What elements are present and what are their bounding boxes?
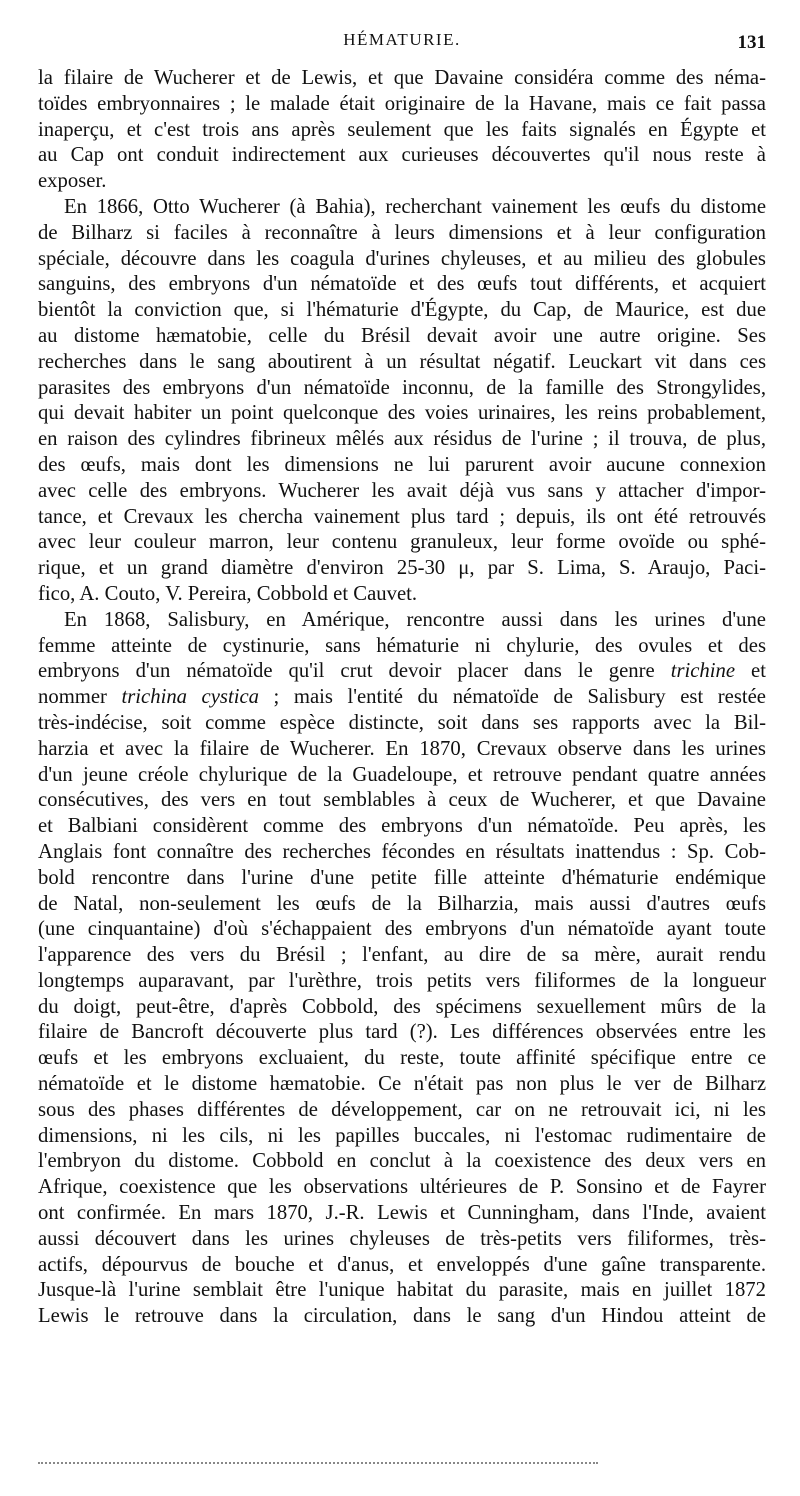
text-line: embryons d'un nématoïde qu'il crut devoir placer dans le genre trichine et <box>38 660 766 683</box>
text-line: aussi découvert dans les urines chyleuses de très-petits vers filiformes, très- <box>38 1227 766 1250</box>
text-line: au distome hæmatobie, celle du Brésil devait avoir une autre origine. Ses <box>38 324 766 347</box>
paragraph <box>38 195 766 608</box>
text-line: œufs et les embryons excluaient, du reste, toute affinité spécifique entre ce <box>38 1047 766 1070</box>
text-line: sous des phases différentes de développement, car on ne retrouvait ici, ni les <box>38 1098 766 1121</box>
text-line: du doigt, peut-être, d'après Cobbold, des spécimens sexuellement mûrs de la <box>38 995 766 1018</box>
text-line: et Balbiani considèrent comme des embryons d'un nématoïde. Peu après, les <box>38 815 766 838</box>
text-line: Afrique, coexistence que les observations ultérieures de P. Sonsino et de Fayrer <box>38 1176 766 1199</box>
body-text <box>38 66 766 1330</box>
text-line: inaperçu, et c'est trois ans après seulement que les faits signalés en Égypte et <box>38 118 766 141</box>
text-line: d'un jeune créole chylurique de la Guadeloupe, et retrouve pendant quatre années <box>38 763 766 786</box>
text-line: bold rencontre dans l'urine d'une petite fille atteinte d'hématurie endémique <box>38 866 766 889</box>
paragraph <box>38 66 766 195</box>
running-head <box>38 30 766 66</box>
text-line: femme atteinte de cystinurie, sans hématurie ni chylurie, des ovules et des <box>38 634 766 657</box>
text-line: En 1866, Otto Wucherer (à Bahia), recherchant vainement les œufs du distome <box>64 195 766 218</box>
book-page <box>38 30 766 1330</box>
paragraph <box>38 608 766 1330</box>
text-line: nommer trichina cystica ; mais l'entité du nématoïde de Salisbury est restée <box>38 686 766 709</box>
text-line: au Cap ont conduit indirectement aux curieuses découvertes qu'il nous reste à <box>38 144 766 167</box>
italic-term: trichina cystica <box>121 686 259 709</box>
text-line: Lewis le retrouve dans la circulation, dans le sang d'un Hindou atteint de <box>38 1305 766 1328</box>
text-line: tance, et Crevaux les chercha vainement plus tard ; depuis, ils ont été retrouvés <box>38 505 766 528</box>
text-line: la filaire de Wucherer et de Lewis, et que Davaine considéra comme des néma- <box>38 67 766 89</box>
text-line: ont confirmée. En mars 1870, J.-R. Lewis et Cunningham, dans l'Inde, avaient <box>38 1202 766 1225</box>
text-line: actifs, dépourvus de bouche et d'anus, et enveloppés d'une gaîne transparente. <box>38 1253 766 1276</box>
italic-term: trichine <box>670 660 736 683</box>
text-line: filaire de Bancroft découverte plus tard (?). Les différences observées entre les <box>38 1021 766 1044</box>
text-line: des œufs, mais dont les dimensions ne lui parurent avoir aucune connexion <box>38 453 766 476</box>
text-line: En 1868, Salisbury, en Amérique, rencontre aussi dans les urines d'une <box>64 608 766 631</box>
text-line: recherches dans le sang aboutirent à un résultat négatif. Leuckart vit dans ces <box>38 350 766 373</box>
text-line: nématoïde et le distome hæmatobie. Ce n'était pas non plus le ver de Bilharz <box>38 1073 766 1096</box>
text-line: Jusque-là l'urine semblait être l'unique habitat du parasite, mais en juillet 1872 <box>38 1279 766 1302</box>
text-line: bientôt la conviction que, si l'hématurie d'Égypte, du Cap, de Maurice, est due <box>38 299 766 322</box>
text-line: très-indécise, soit comme espèce distincte, soit dans ses rapports avec la Bil- <box>38 711 766 734</box>
text-line: (une cinquantaine) d'où s'échappaient des embryons d'un nématoïde ayant toute <box>38 918 766 941</box>
text-line: spéciale, découvre dans les coagula d'urines chyleuses, et au milieu des globules <box>38 247 766 270</box>
running-title: HÉMATURIE. <box>343 30 461 49</box>
text-line: qui devait habiter un point quelconque des voies urinaires, les reins probablement, <box>38 402 766 425</box>
text-line: avec leur couleur marron, leur contenu granuleux, leur forme ovoïde ou sphé- <box>38 531 766 554</box>
text-line: avec celle des embryons. Wucherer les avait déjà vus sans y attacher d'impor- <box>38 479 766 502</box>
text-line: l'embryon du distome. Cobbold en conclut à la coexistence des deux vers en <box>38 1150 766 1173</box>
text-line: fico, A. Couto, V. Pereira, Cobbold et Cauvet. <box>38 582 418 605</box>
text-line: de Bilharz si faciles à reconnaître à leurs dimensions et à leur configuration <box>38 221 766 244</box>
text-line: consécutives, des vers en tout semblables à ceux de Wucherer, et que Davaine <box>38 789 766 812</box>
text-line: l'apparence des vers du Brésil ; l'enfant, au dire de sa mère, aurait rendu <box>38 944 766 967</box>
footer-rule <box>38 1462 598 1464</box>
text-line: Anglais font connaître des recherches fécondes en résultats inattendus : Sp. Cob- <box>38 840 766 863</box>
text-line: en raison des cylindres fibrineux mêlés aux résidus de l'urine ; il trouva, de plus, <box>38 428 766 451</box>
text-line: sanguins, des embryons d'un nématoïde et des œufs tout différents, et acquiert <box>38 273 766 296</box>
text-line: de Natal, non-seulement les œufs de la Bilharzia, mais aussi d'autres œufs <box>38 892 766 915</box>
text-line: rique, et un grand diamètre d'environ 25-30 μ, par S. Lima, S. Araujo, Paci- <box>38 557 766 580</box>
text-line: harzia et avec la filaire de Wucherer. En 1870, Crevaux observe dans les urines <box>38 737 766 760</box>
text-line: longtemps auparavant, par l'urèthre, trois petits vers filiformes de la longueur <box>38 969 766 992</box>
text-line: parasites des embryons d'un nématoïde inconnu, de la famille des Strongylides, <box>38 376 766 399</box>
text-line: toïdes embryonnaires ; le malade était originaire de la Havane, mais ce fait passa <box>38 92 766 115</box>
text-line: dimensions, ni les cils, ni les papilles buccales, ni l'estomac rudimentaire de <box>38 1124 766 1147</box>
text-line: exposer. <box>38 170 107 193</box>
page-number: 131 <box>737 32 766 53</box>
